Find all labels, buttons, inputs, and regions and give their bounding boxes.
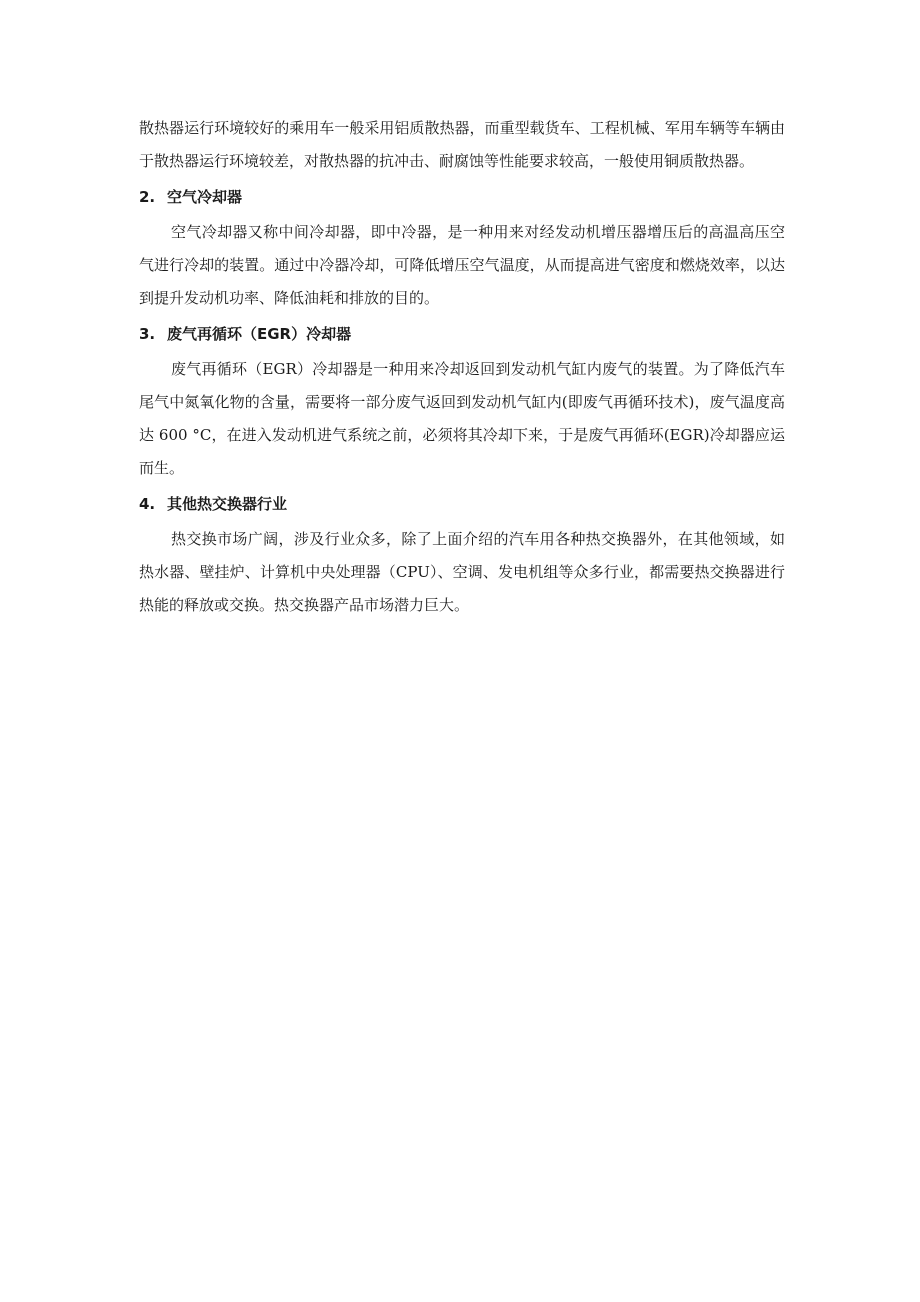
section-heading-egr-cooler (139, 318, 785, 351)
section-number: 3. (139, 325, 156, 343)
section-heading-other-industries (139, 488, 785, 521)
section-title: 空气冷却器 (167, 188, 243, 206)
section-heading-air-cooler (139, 181, 785, 214)
section-number: 4. (139, 495, 156, 513)
intro-paragraph: 散热器运行环境较好的乘用车一般采用铝质散热器，而重型载货车、工程机械、军用车辆等车辆由于散热器运行环境较差，对散热器的抗冲击、耐腐蚀等性能要求较高，一般使用铜质散热器。 (139, 119, 785, 170)
section-title: 其他热交换器行业 (167, 495, 288, 513)
document-page (139, 112, 785, 622)
section-body-other-industries: 热交换市场广阔，涉及行业众多，除了上面介绍的汽车用各种热交换器外，在其他领域，如热水器、壁挂炉、计算机中央处理器（CPU）、空调、发电机组等众多行业，都需要热交换器进行热能的释放或交换。热交换器产品市场潜力巨大。 (139, 530, 785, 614)
section-number: 2. (139, 188, 156, 206)
section-title: 废气再循环（EGR）冷却器 (167, 325, 352, 343)
section-body-air-cooler: 空气冷却器又称中间冷却器，即中冷器，是一种用来对经发动机增压器增压后的高温高压空气进行冷却的装置。通过中冷器冷却，可降低增压空气温度，从而提高进气密度和燃烧效率，以达到提升发动机功率、降低油耗和排放的目的。 (139, 223, 785, 307)
section-body-egr-cooler: 废气再循环（EGR）冷却器是一种用来冷却返回到发动机气缸内废气的装置。为了降低汽车尾气中氮氧化物的含量，需要将一部分废气返回到发动机气缸内(即废气再循环技术)，废气温度高达 600 °C，在进入发动机进气系统之前，必须将其冷却下来，于是废气再循环(EGR)冷却器应运而生。 (139, 360, 785, 477)
